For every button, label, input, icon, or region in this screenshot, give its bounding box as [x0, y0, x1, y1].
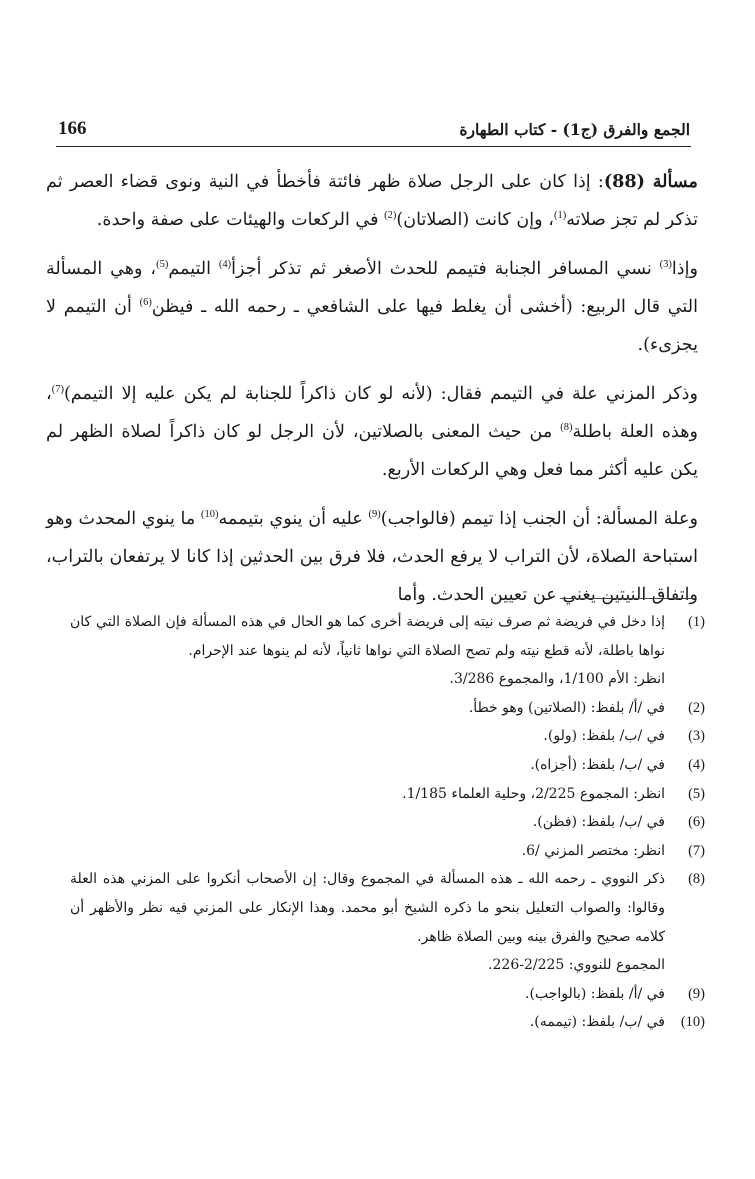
footnote-9: (9) في /أ/ بلفظ: (بالواجب). — [525, 985, 705, 1002]
footnotes — [70, 608, 705, 1037]
paragraph-masala-88: مسألة (88): إذا كان على الرجل صلاة ظهر فائتة فأخطأ في النية ونوى قضاء العصر ثم تذكر لم تجز صلاته$^{(1)}$، وإن كانت (الصلاتان)$^{(2)}$ في الركعات والهيئات على صفة واحدة. — [46, 171, 698, 230]
footnote-1-ref: انظر: الأم 1/100، والمجموع 3/286. — [449, 671, 665, 688]
header-rule — [56, 146, 691, 147]
paragraph-reason: وعلة المسألة: أن الجنب إذا تيمم (فالواجب)$^{(9)}$ عليه أن ينوي بتيممه$^{(10)}$ ما ينوي المحدث وهو استباحة الصلاة، لأن التراب لا يرفع الحدث، فلا فرق بين الحدثين إذا كانا لا يرتفعان بالتراب، واتفاق النيتين يغني عن تعيين الحدث. وأما — [46, 509, 698, 605]
main-text — [46, 163, 698, 625]
footnote-ref-1[interactable]: (1) — [553, 210, 567, 221]
footnote-ref-4[interactable]: (4) — [218, 259, 232, 270]
footnote-ref-6[interactable]: (6) — [139, 297, 152, 308]
footnote-ref-10[interactable]: (10) — [201, 509, 219, 520]
footnote-ref-5[interactable]: (5) — [156, 259, 169, 270]
masala-label: مسألة (88) — [603, 171, 698, 192]
footnote-ref-7[interactable]: (7) — [51, 384, 64, 395]
footnote-8: (8) ذكر النووي ـ رحمه الله ـ هذه المسألة في المجموع وقال: إن الأصحاب أنكروا على المزني هذه العلة وقالوا: والصواب التعليل بنحو ما ذكره الشيخ أبو محمد. وهذا الإنكار على المزني فيه نظر والأظهر أن كلامه صحيح والفرق بينه وبين الصلاة ظاهر. — [70, 871, 705, 945]
footnote-4: (4) في /ب/ بلفظ: (أجزاه). — [530, 756, 705, 773]
footnote-ref-3[interactable]: (3) — [659, 259, 672, 270]
footnote-5: (5) انظر: المجموع 2/225، وحلية العلماء 1/185. — [402, 785, 705, 802]
footnote-ref-2[interactable]: (2) — [384, 210, 397, 221]
footnote-2: (2) في /أ/ بلفظ: (الصلاتين) وهو خطأ. — [468, 699, 705, 716]
footnote-6: (6) في /ب/ بلفظ: (فظن). — [532, 814, 705, 831]
footnote-ref-8[interactable]: (8) — [560, 422, 573, 433]
running-title: الجمع والفرق (ج1) - كتاب الطهارة — [459, 120, 690, 139]
footnote-1: (1) إذا دخل في فريضة ثم صرف نيته إلى فريضة أخرى كما هو الحال في هذه المسألة فإن الصلاة التي كان نواها باطلة، لأنه قطع نيته ولم تصح الصلاة التي نواها ثانياً، لأنه لم ينوها عند الإحرام. — [70, 614, 705, 659]
footnote-ref-9[interactable]: (9) — [368, 509, 381, 520]
paragraph-muzani: وذكر المزني علة في التيمم فقال: (لأنه لو كان ذاكراً للجنابة لم يكن عليه إلا التيمم)$^{(7)}$، وهذه العلة باطلة$^{(8)}$ من حيث المعنى بالصلاتين، لأن الرجل لو كان ذاكراً لصلاة الظهر لم يكن عليه أكثر مما فعل وهي الركعات الأربع. — [46, 384, 698, 480]
footnote-7: (7) انظر: مختصر المزني /6. — [521, 842, 705, 859]
footnote-rule — [560, 598, 693, 599]
footnote-8-ref: المجموع للنووي: 2/225-226. — [488, 957, 665, 974]
footnote-3: (3) في /ب/ بلفظ: (ولو). — [543, 728, 705, 745]
paragraph-traveler: وإذا$^{(3)}$ نسي المسافر الجنابة فتيمم للحدث الأصغر ثم تذكر أجزأ$^{(4)}$ التيمم$^{(5)}$، وهي المسألة التي قال الربيع: (أخشى أن يغلط فيها على الشافعي ـ رحمه الله ـ فيظن$^{(6)}$ أن التيمم لا يجزىء). — [46, 259, 698, 355]
footnote-10: (10) في /ب/ بلفظ: (تيممه). — [529, 1014, 705, 1031]
page-number: 166 — [58, 118, 87, 139]
